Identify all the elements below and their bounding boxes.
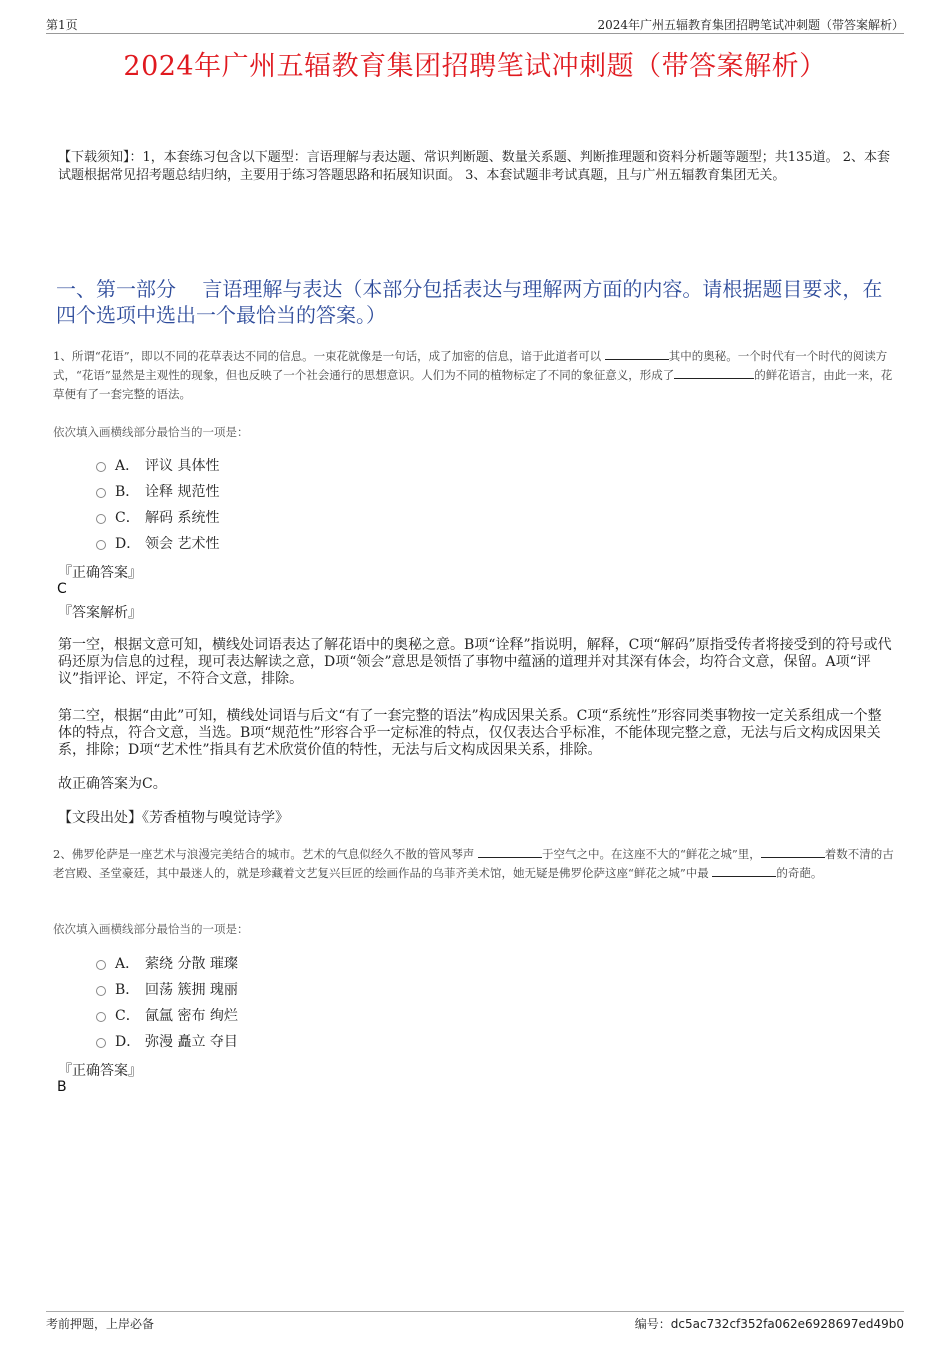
option-letter: A． bbox=[115, 956, 140, 972]
radio-icon[interactable] bbox=[96, 986, 106, 996]
analysis-paragraph: 第一空，根据文意可知，横线处词语表达了解花语中的奥秘之意。B项“诠释”指说明，解释，C项“解码”原指受传者将接受到的符号或代码还原为信息的过程，现可表达解读之意，D项“领会”意思是领悟了事物中蕴涵的道理并对其深有体会，均符合文意，保留。A项“评议”指评论、评定，不符合文意，排除。 bbox=[58, 637, 892, 687]
option-letter: C． bbox=[115, 1008, 140, 1024]
option-text: 评议 具体性 bbox=[145, 458, 220, 474]
option-b[interactable] bbox=[96, 478, 219, 504]
question-2-text-part: 着数不清的古老宫殿、圣堂豪廷，其中最迷人的，就是珍藏着文艺复兴巨匠的绘画作品的乌菲齐美术馆，她无疑是佛罗伦萨这座“鲜花之城”中最 bbox=[53, 847, 894, 880]
option-c[interactable] bbox=[96, 504, 219, 530]
footer-code bbox=[635, 1315, 904, 1332]
question-1-prompt: 依次填入画横线部分最恰当的一项是： bbox=[53, 425, 249, 439]
correct-answer: B bbox=[57, 1079, 67, 1095]
answer-blank bbox=[712, 864, 776, 877]
option-letter: C． bbox=[115, 510, 140, 526]
code-value: dc5ac732cf352fa062e6928697ed49b0 bbox=[670, 1317, 904, 1331]
option-letter: D． bbox=[115, 1034, 141, 1050]
option-a[interactable] bbox=[96, 452, 219, 478]
question-1-options bbox=[96, 452, 219, 556]
option-text: 回荡 簇拥 瑰丽 bbox=[145, 982, 238, 998]
correct-answer: C bbox=[57, 581, 67, 597]
answer-blank bbox=[605, 347, 669, 360]
radio-icon[interactable] bbox=[96, 1012, 106, 1022]
question-1-text bbox=[53, 347, 898, 404]
option-c[interactable] bbox=[96, 1002, 238, 1028]
footer-slogan: 考前押题，上岸必备 bbox=[46, 1317, 155, 1331]
analysis-conclusion: 故正确答案为C。 bbox=[58, 776, 167, 792]
answer-label: 『正确答案』 bbox=[58, 565, 142, 581]
option-letter: D． bbox=[115, 536, 141, 552]
page-header bbox=[46, 14, 904, 34]
option-letter: B． bbox=[115, 484, 140, 500]
option-a[interactable] bbox=[96, 950, 238, 976]
option-text: 领会 艺术性 bbox=[145, 536, 220, 552]
option-text: 氤氲 密布 绚烂 bbox=[145, 1008, 238, 1024]
option-text: 弥漫 矗立 夺目 bbox=[145, 1034, 238, 1050]
option-text: 诠释 规范性 bbox=[145, 484, 220, 500]
option-b[interactable] bbox=[96, 976, 238, 1002]
radio-icon[interactable] bbox=[96, 462, 106, 472]
question-1-text-part: 1、所谓“花语”，即以不同的花草表达不同的信息。一束花就像是一句话，成了加密的信息，谙于此道者可以 bbox=[53, 349, 605, 363]
question-2-text bbox=[53, 845, 898, 883]
answer-blank bbox=[674, 366, 754, 379]
radio-icon[interactable] bbox=[96, 488, 106, 498]
answer-blank bbox=[478, 845, 542, 858]
source-note: 【文段出处】《芳香植物与嗅觉诗学》 bbox=[58, 810, 289, 826]
page-footer bbox=[46, 1311, 904, 1333]
option-d[interactable] bbox=[96, 1028, 238, 1054]
question-2-options bbox=[96, 950, 238, 1054]
question-2-prompt: 依次填入画横线部分最恰当的一项是： bbox=[53, 922, 249, 936]
question-2-text-part: 的奇葩。 bbox=[776, 866, 823, 880]
header-doc-name: 2024年广州五辐教育集团招聘笔试冲刺题（带答案解析） bbox=[597, 18, 904, 32]
option-letter: B． bbox=[115, 982, 140, 998]
analysis-paragraph: 第二空，根据“由此”可知，横线处词语与后文“有了一套完整的语法”构成因果关系。C项“系统性”形容同类事物按一定关系组成一个整体的特点，符合文意，当选。B项“规范性”形容合乎一定标准的特点，仅仅表达合乎标准，不能体现完整之意，无法与后文构成因果关系，排除；D项“艺术性”指具有艺术欣赏价值的特性，无法与后文构成因果关系，排除。 bbox=[58, 708, 882, 758]
code-label: 编号： bbox=[634, 1317, 671, 1331]
radio-icon[interactable] bbox=[96, 540, 106, 550]
section-heading: 一、第一部分 言语理解与表达（本部分包括表达与理解两方面的内容。请根据题目要求，在四个选项中选出一个最恰当的答案。） bbox=[56, 277, 883, 327]
question-1-text-part: 的鲜花语言，由此一来，花草便有了一套完整的语法。 bbox=[53, 368, 893, 401]
answer-blank bbox=[761, 845, 825, 858]
question-2-text-part: 2、佛罗伦萨是一座艺术与浪漫完美结合的城市。艺术的气息似经久不散的管风琴声 bbox=[53, 847, 478, 861]
option-text: 解码 系统性 bbox=[145, 510, 220, 526]
download-notice: 【下载须知】：1，本套练习包含以下题型：言语理解与表达题、常识判断题、数量关系题、判断推理题和资料分析题等题型；共135道。 2、本套试题根据常见招考题总结归纳，主要用于练习答题思路和拓展知识面。 3、本套试题非考试真题，且与广州五辐教育集团无关。 bbox=[58, 150, 890, 183]
radio-icon[interactable] bbox=[96, 960, 106, 970]
answer-label: 『正确答案』 bbox=[58, 1063, 142, 1079]
option-d[interactable] bbox=[96, 530, 219, 556]
document-title: 2024年广州五辐教育集团招聘笔试冲刺题（带答案解析） bbox=[123, 51, 827, 82]
radio-icon[interactable] bbox=[96, 514, 106, 524]
option-text: 萦绕 分散 璀璨 bbox=[145, 956, 238, 972]
question-1-text-part: 其中的奥秘。一个时代有一个时代的阅读方式，“花语”显然是主观性的现象，但也反映了一个社会通行的思想意识。人们为不同的植物标定了不同的象征意义，形成了 bbox=[53, 349, 888, 382]
page-number: 第1页 bbox=[46, 18, 78, 32]
question-2-text-part: 于空气之中。在这座不大的“鲜花之城”里， bbox=[541, 847, 761, 861]
radio-icon[interactable] bbox=[96, 1038, 106, 1048]
analysis-label: 『答案解析』 bbox=[58, 605, 142, 621]
option-letter: A． bbox=[115, 458, 140, 474]
